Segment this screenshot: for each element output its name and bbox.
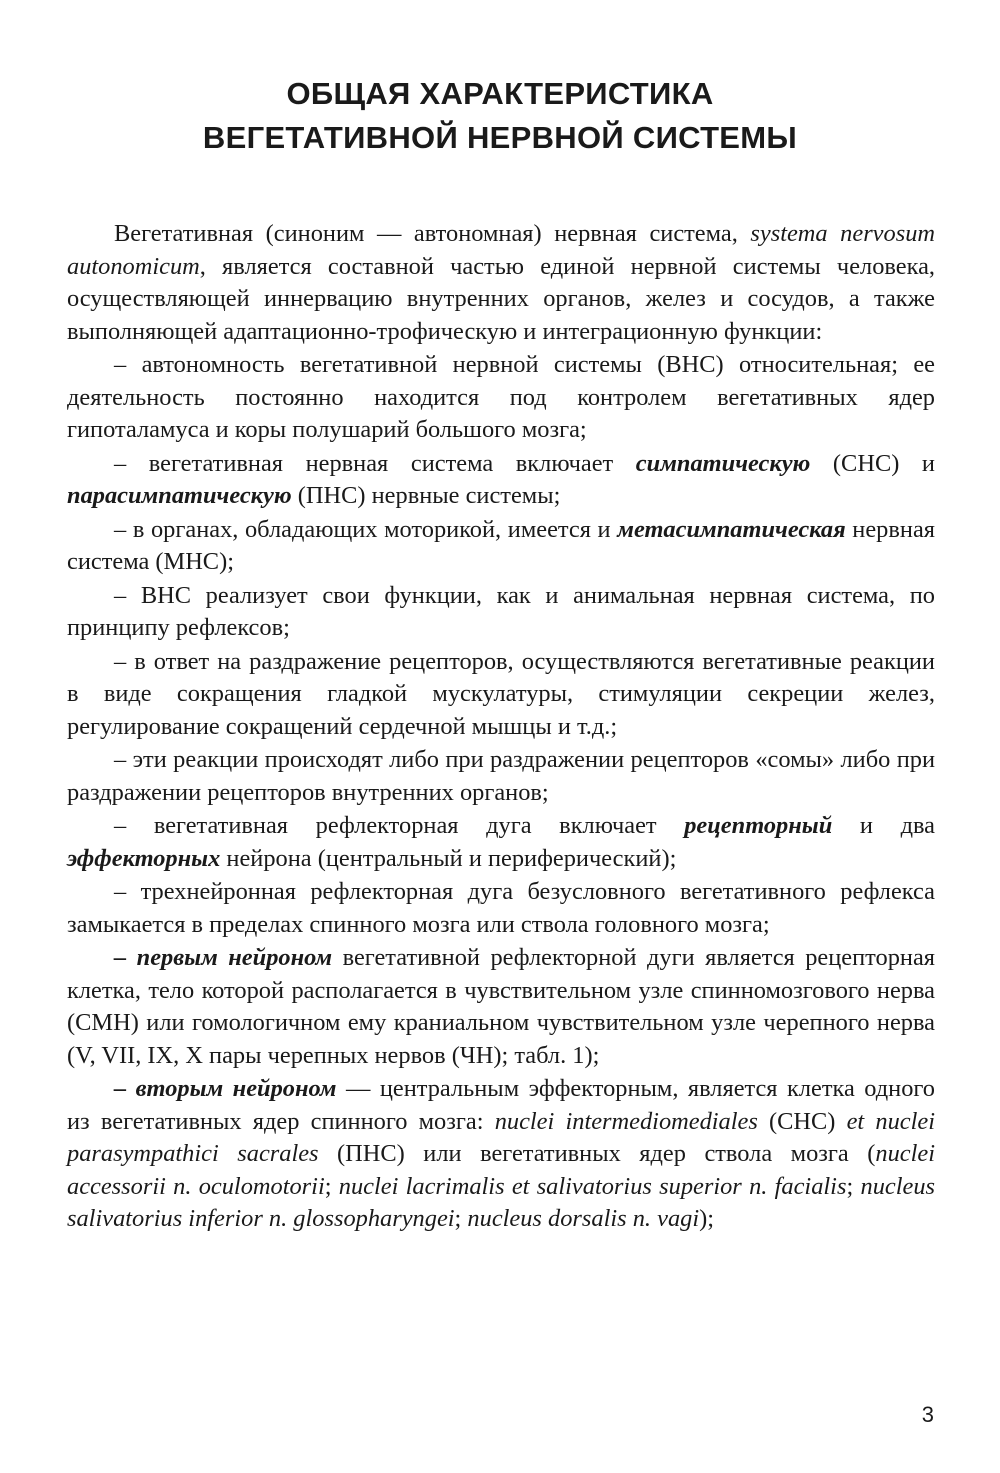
text-run: (ПНС) или вегетативных ядер ствола мозга (: [318, 1140, 876, 1167]
list-item: [67, 514, 935, 579]
text-run: нервная система (МНС);: [67, 515, 935, 575]
emphasis-term: рецепторный: [684, 812, 833, 839]
latin-term: nuclei accessorii n. oculomotorii: [67, 1140, 935, 1200]
text-run: и два: [832, 812, 935, 839]
emphasis-term: эффекторных: [67, 844, 221, 872]
page-number: 3: [921, 1402, 934, 1427]
list-item: [67, 942, 935, 1072]
latin-term: nuclei lacrimalis et salivatorius superior n. facialis: [338, 1172, 847, 1200]
emphasis-term: – первым нейроном: [114, 944, 333, 971]
title-line-1: ОБЩАЯ ХАРАКТЕРИСТИКА: [286, 76, 714, 111]
title-line-2: ВЕГЕТАТИВНОЙ НЕРВНОЙ СИСТЕМЫ: [202, 120, 798, 155]
emphasis-term: метасимпатическая: [617, 515, 846, 543]
text-run: (СНС): [757, 1107, 847, 1135]
body-text: [67, 218, 935, 1236]
text-run: – вегетативная нервная система включает: [114, 449, 636, 477]
list-item: – в ответ на раздражение рецепторов, осуществляются вегетативные реакции в виде сокращения гладкой мускулатуры, стимуляции секреции желез, регулирование сокращений сердечной мышцы и т.д.;: [67, 647, 935, 740]
list-item: – эти реакции происходят либо при раздражении рецепторов «сомы» либо при раздражении рецепторов внутренних органов;: [67, 746, 935, 806]
text-run: Вегетативная (синоним — автономная) нервная система,: [114, 220, 751, 247]
list-item: [67, 810, 935, 875]
list-item: – автономность вегетативной нервной системы (ВНС) относительная; ее деятельность постоянно находится под контролем вегетативных ядер гипоталамуса и коры полушарий большого мозга;: [67, 351, 935, 443]
text-run: — центральным эффекторным, является клетка одного из вегетативных ядер спинного мозга:: [67, 1075, 935, 1135]
text-run: ;: [454, 1205, 468, 1232]
list-item: [67, 1073, 935, 1236]
latin-term: nuclei intermediomediales: [494, 1107, 758, 1135]
latin-term: nucleus salivatorius inferior n. glossopharyngei: [67, 1172, 936, 1232]
text-run: нейрона (центральный и периферический);: [220, 844, 677, 872]
emphasis-term: парасимпатическую: [67, 482, 292, 509]
text-run: – вегетативная рефлекторная дуга включает: [114, 812, 685, 839]
text-run: – в органах, обладающих моторикой, имеется и: [114, 515, 618, 543]
latin-term: et nuclei parasympathici sacrales: [67, 1107, 935, 1167]
text-run: вегетативной рефлекторной дуги является рецепторная клетка, тело которой располагается в чувствительном узле спинномозгового нерва (СМН) или гомологичном ему краниальном чувствительном узле черепного нерва (V, VII, IX, X пары черепных нервов (ЧН); табл. 1);: [67, 944, 935, 1069]
list-item: – трехнейронная рефлекторная дуга безусловного вегетативного рефлекса замыкается в пределах спинного мозга или ствола головного мозга;: [67, 878, 935, 938]
page-title: [0, 72, 1000, 160]
text-run: (ПНС) нервные системы;: [291, 482, 561, 509]
text-run: ;: [846, 1172, 861, 1200]
text-run: ;: [324, 1172, 339, 1200]
emphasis-term: симпатическую: [635, 449, 811, 477]
latin-term: nucleus dorsalis n. vagi: [467, 1205, 700, 1232]
list-item: [67, 448, 935, 513]
intro-paragraph: [67, 218, 935, 348]
emphasis-term: – вторым нейроном: [114, 1075, 337, 1102]
list-item: – ВНС реализует свои функции, как и анимальная нервная система, по принципу рефлексов;: [67, 581, 935, 641]
text-run: (СНС) и: [810, 449, 935, 477]
text-run: );: [699, 1205, 715, 1232]
latin-term: systema nervosum autonomicum: [67, 220, 936, 280]
text-run: , является составной частью единой нервной системы человека, осуществляющей иннервацию внутренних органов, желез и сосудов, а также выполняющей адаптационно-трофическую и интеграционную функции:: [67, 252, 935, 345]
